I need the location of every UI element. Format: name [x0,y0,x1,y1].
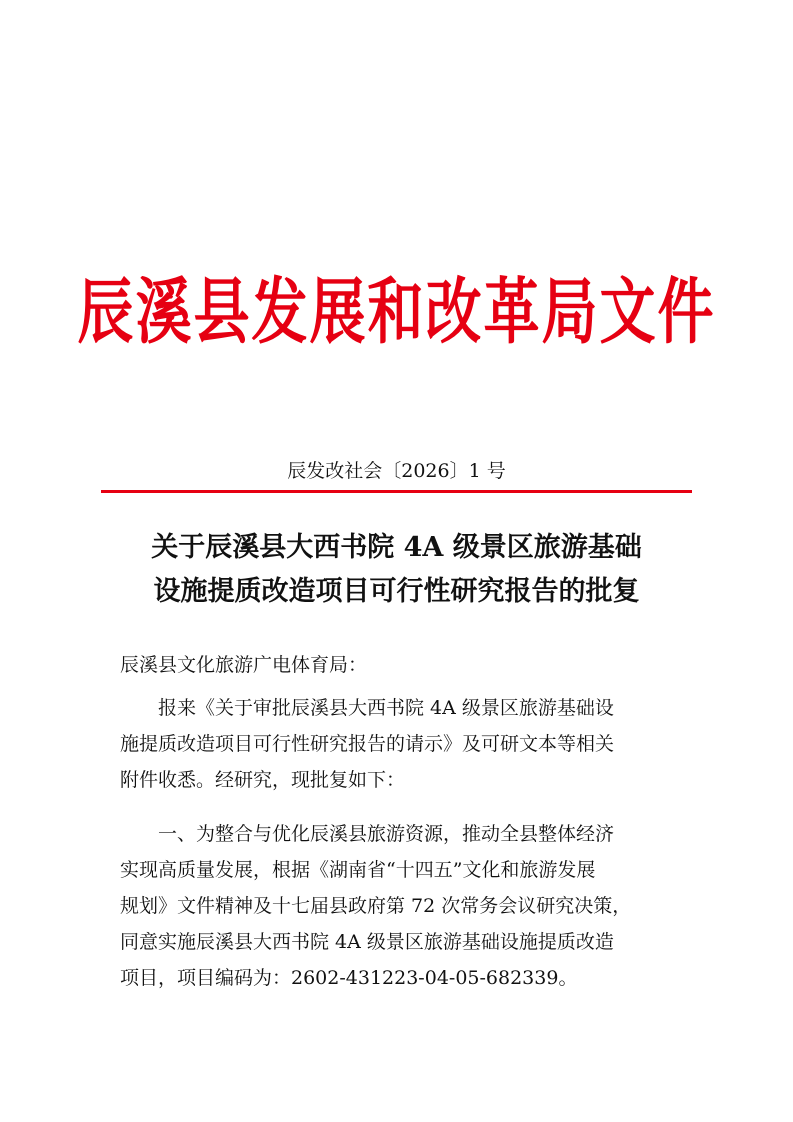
paragraph-1-line-2: 施提质改造项目可行性研究报告的请示》及可研文本等相关 [120,733,615,755]
document-title-line-2: 设施提质改造项目可行性研究报告的批复 [153,576,640,607]
paragraph-2-line-3: 规划》文件精神及十七届县政府第 72 次常务会议研究决策， [120,895,632,917]
document-number: 辰发改社会〔2026〕1 号 [287,460,506,482]
paragraph-2 [120,816,680,996]
recipient-line: 辰溪县文化旅游广电体育局： [120,654,368,676]
document-title-line-1: 关于辰溪县大西书院 4A 级景区旅游基础 [151,532,642,563]
document-title [0,526,793,614]
paragraph-2-line-2: 实现高质量发展，根据《湖南省“十四五”文化和旅游发展 [120,859,596,881]
paragraph-2-line-4: 同意实施辰溪县大西书院 4A 级景区旅游基础设施提质改造 [120,931,614,953]
paragraph-2-line-5: 项目，项目编码为：2602-431223-04-05-682339。 [120,967,578,989]
paragraph-2-line-1: 一、为整合与优化辰溪县旅游资源，推动全县整体经济 [158,823,615,845]
paragraph-1-line-1: 报来《关于审批辰溪县大西书院 4A 级景区旅游基础设 [158,697,614,719]
agency-header-title: 辰溪县发展和改革局文件 [77,269,716,355]
paragraph-1 [120,690,680,798]
paragraph-1-line-3: 附件收悉。经研究，现批复如下： [120,769,406,791]
red-divider-line [101,490,692,493]
